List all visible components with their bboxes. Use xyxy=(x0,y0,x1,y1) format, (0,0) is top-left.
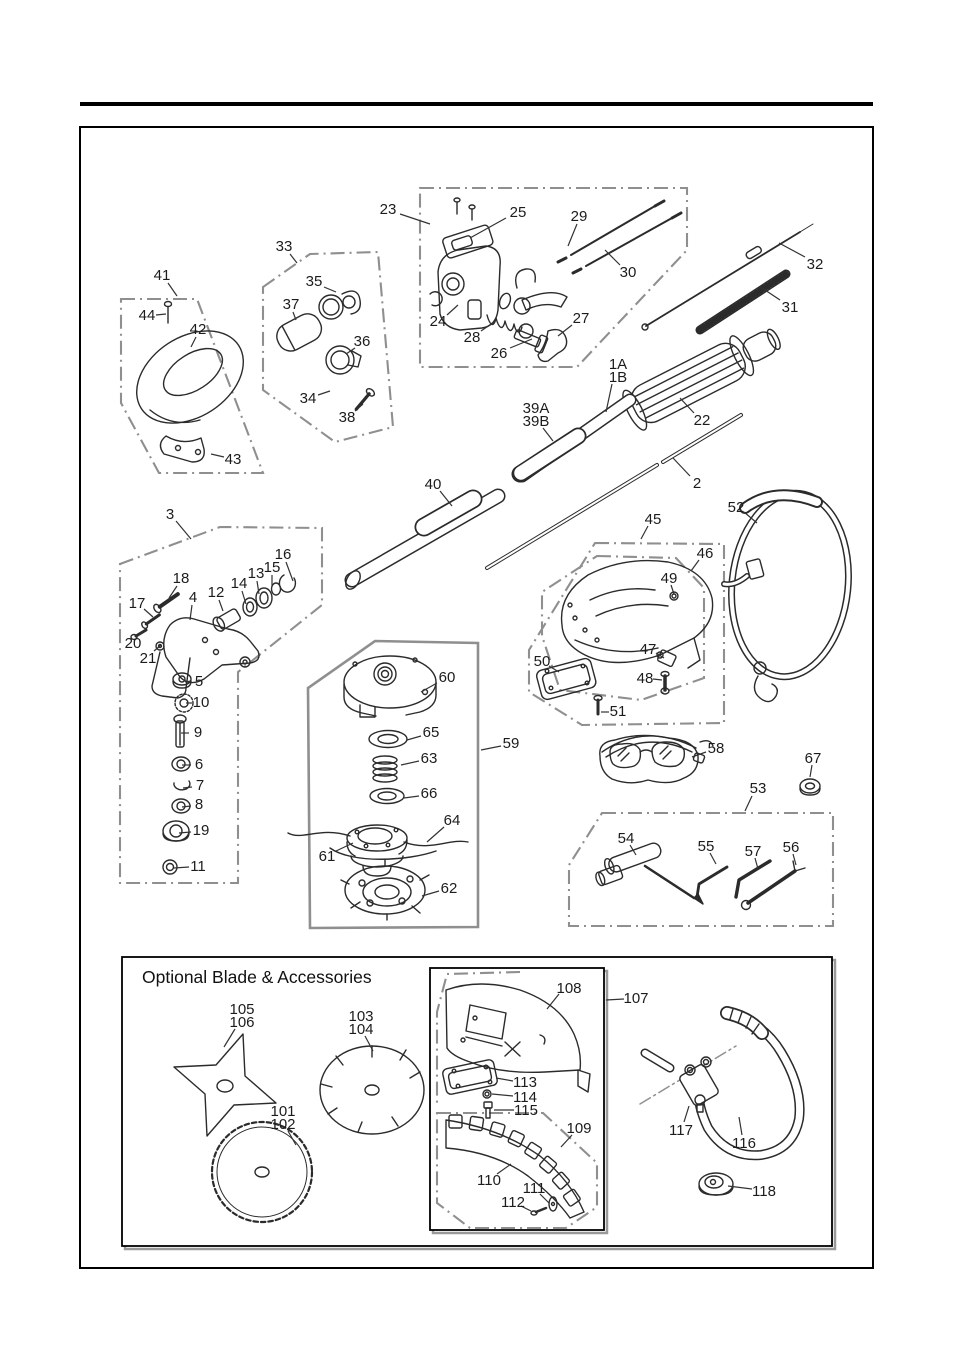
part-label-116: 116 xyxy=(732,1135,756,1152)
leader-59 xyxy=(481,746,501,750)
part-label-9: 9 xyxy=(193,724,203,741)
part-label-41: 41 xyxy=(153,267,171,284)
part-label-5: 5 xyxy=(194,673,204,690)
shoulder-strap-52-drawing xyxy=(723,487,858,701)
leader-11 xyxy=(174,867,189,868)
part-label-66: 66 xyxy=(420,785,438,802)
part-label-16: 16 xyxy=(274,546,292,563)
part-label-105: 105 xyxy=(229,1001,255,1018)
leader-33 xyxy=(290,254,297,263)
part-label-1A: 1A xyxy=(608,356,628,373)
part-label-118: 118 xyxy=(752,1183,776,1200)
leader-32 xyxy=(779,243,805,257)
part-label-26: 26 xyxy=(490,345,508,362)
part-label-35: 35 xyxy=(305,273,323,290)
part-label-59: 59 xyxy=(502,735,520,752)
leader-65 xyxy=(407,736,421,740)
part-label-55: 55 xyxy=(697,838,715,855)
part-label-115: 115 xyxy=(514,1102,538,1119)
leader-61 xyxy=(336,843,353,851)
part-label-28: 28 xyxy=(463,329,481,346)
leader-63 xyxy=(401,761,419,765)
leader-17 xyxy=(144,609,153,617)
part-label-61: 61 xyxy=(318,848,336,865)
part-label-113: 113 xyxy=(513,1074,537,1091)
leader-2 xyxy=(673,458,690,476)
leader-44 xyxy=(156,314,166,315)
leader-35 xyxy=(324,287,336,292)
part-label-32: 32 xyxy=(806,256,824,273)
part-label-29: 29 xyxy=(570,208,588,225)
part-label-101: 101 xyxy=(270,1103,296,1120)
part-label-8: 8 xyxy=(194,796,204,813)
part-label-44: 44 xyxy=(138,307,156,324)
part-label-112: 112 xyxy=(501,1194,525,1211)
debris-shield-46-drawing xyxy=(535,561,712,714)
part-label-104: 104 xyxy=(348,1021,374,1038)
part-label-114: 114 xyxy=(513,1089,537,1106)
leader-41 xyxy=(168,283,177,296)
part-label-43: 43 xyxy=(224,451,242,468)
part-label-31: 31 xyxy=(781,299,799,316)
part-label-48: 48 xyxy=(636,670,654,687)
part-label-45: 45 xyxy=(644,511,662,528)
leader-42 xyxy=(191,337,196,347)
part-label-10: 10 xyxy=(192,694,210,711)
part-label-103: 103 xyxy=(348,1008,374,1025)
leader-66 xyxy=(404,796,419,798)
leader-53 xyxy=(745,796,752,811)
part-label-58: 58 xyxy=(707,740,725,757)
grommet-67-drawing xyxy=(800,779,820,795)
part-label-42: 42 xyxy=(189,321,207,338)
part-label-24: 24 xyxy=(429,313,447,330)
part-label-33: 33 xyxy=(275,238,293,255)
part-label-19: 19 xyxy=(192,822,210,839)
part-label-60: 60 xyxy=(438,669,456,686)
part-label-4: 4 xyxy=(188,589,198,606)
leader-48 xyxy=(653,679,662,680)
part-label-46: 46 xyxy=(696,545,714,562)
part-label-6: 6 xyxy=(194,756,204,773)
leader-29 xyxy=(568,224,577,246)
part-label-53: 53 xyxy=(749,780,767,797)
part-label-1B: 1B xyxy=(608,369,628,386)
part-label-40: 40 xyxy=(424,476,442,493)
group-46-shield-inner xyxy=(542,556,704,700)
part-label-110: 110 xyxy=(477,1172,501,1189)
leader-22 xyxy=(680,398,694,413)
part-label-12: 12 xyxy=(207,584,225,601)
part-label-18: 18 xyxy=(172,570,190,587)
leader-34 xyxy=(318,391,330,395)
group-23-throttle xyxy=(420,188,687,367)
part-label-54: 54 xyxy=(617,830,635,847)
part-label-39B: 39B xyxy=(522,413,550,430)
leader-12 xyxy=(219,600,223,611)
leader-43 xyxy=(211,454,224,457)
part-label-50: 50 xyxy=(533,653,551,670)
leader-64 xyxy=(427,827,444,842)
part-label-106: 106 xyxy=(229,1014,255,1031)
part-label-65: 65 xyxy=(422,724,440,741)
part-label-2: 2 xyxy=(692,475,702,492)
part-label-62: 62 xyxy=(440,880,458,897)
leader-7 xyxy=(183,787,192,788)
leader-31 xyxy=(762,288,780,300)
part-label-57: 57 xyxy=(744,843,762,860)
part-label-64: 64 xyxy=(443,812,461,829)
part-label-51: 51 xyxy=(609,703,627,720)
flexible-shaft-31-drawing xyxy=(700,274,786,330)
part-label-109: 109 xyxy=(566,1120,592,1137)
gearcase-3-drawing xyxy=(128,575,295,874)
part-label-25: 25 xyxy=(509,204,527,221)
leader-16 xyxy=(286,562,293,581)
part-label-37: 37 xyxy=(282,296,300,313)
part-label-49: 49 xyxy=(660,570,678,587)
optional-accessories-title: Optional Blade & Accessories xyxy=(142,967,372,987)
part-label-15: 15 xyxy=(263,559,281,576)
part-label-30: 30 xyxy=(619,264,637,281)
main-shaft-drawing xyxy=(343,318,788,592)
part-label-13: 13 xyxy=(247,565,265,582)
part-label-52: 52 xyxy=(727,499,745,516)
part-label-102: 102 xyxy=(270,1116,296,1133)
part-label-111: 111 xyxy=(522,1180,546,1197)
part-label-56: 56 xyxy=(782,839,800,856)
part-label-107: 107 xyxy=(623,990,649,1007)
part-label-63: 63 xyxy=(420,750,438,767)
part-label-23: 23 xyxy=(379,201,397,218)
leader-28 xyxy=(481,322,494,331)
part-label-17: 17 xyxy=(128,595,146,612)
leader-3 xyxy=(176,521,191,539)
leader-23 xyxy=(400,214,430,224)
part-label-117: 117 xyxy=(669,1122,693,1139)
part-label-47: 47 xyxy=(639,641,657,658)
part-label-11: 11 xyxy=(190,858,206,875)
part-label-3: 3 xyxy=(165,506,175,523)
part-label-7: 7 xyxy=(195,777,205,794)
leader-24 xyxy=(447,305,458,315)
group-33-mount xyxy=(263,252,393,442)
part-label-14: 14 xyxy=(230,575,248,592)
part-label-39A: 39A xyxy=(522,400,550,417)
part-label-34: 34 xyxy=(299,390,317,407)
part-label-36: 36 xyxy=(353,333,371,350)
part-label-27: 27 xyxy=(572,310,590,327)
part-label-38: 38 xyxy=(338,409,356,426)
part-label-21: 21 xyxy=(139,650,157,667)
part-label-108: 108 xyxy=(556,980,582,997)
part-label-22: 22 xyxy=(693,412,711,429)
group-53-toolkit xyxy=(569,813,833,926)
part-label-67: 67 xyxy=(804,750,822,767)
part-label-20: 20 xyxy=(124,635,142,652)
group-3-gearcase xyxy=(120,527,322,883)
goggles-58-drawing xyxy=(600,735,713,782)
